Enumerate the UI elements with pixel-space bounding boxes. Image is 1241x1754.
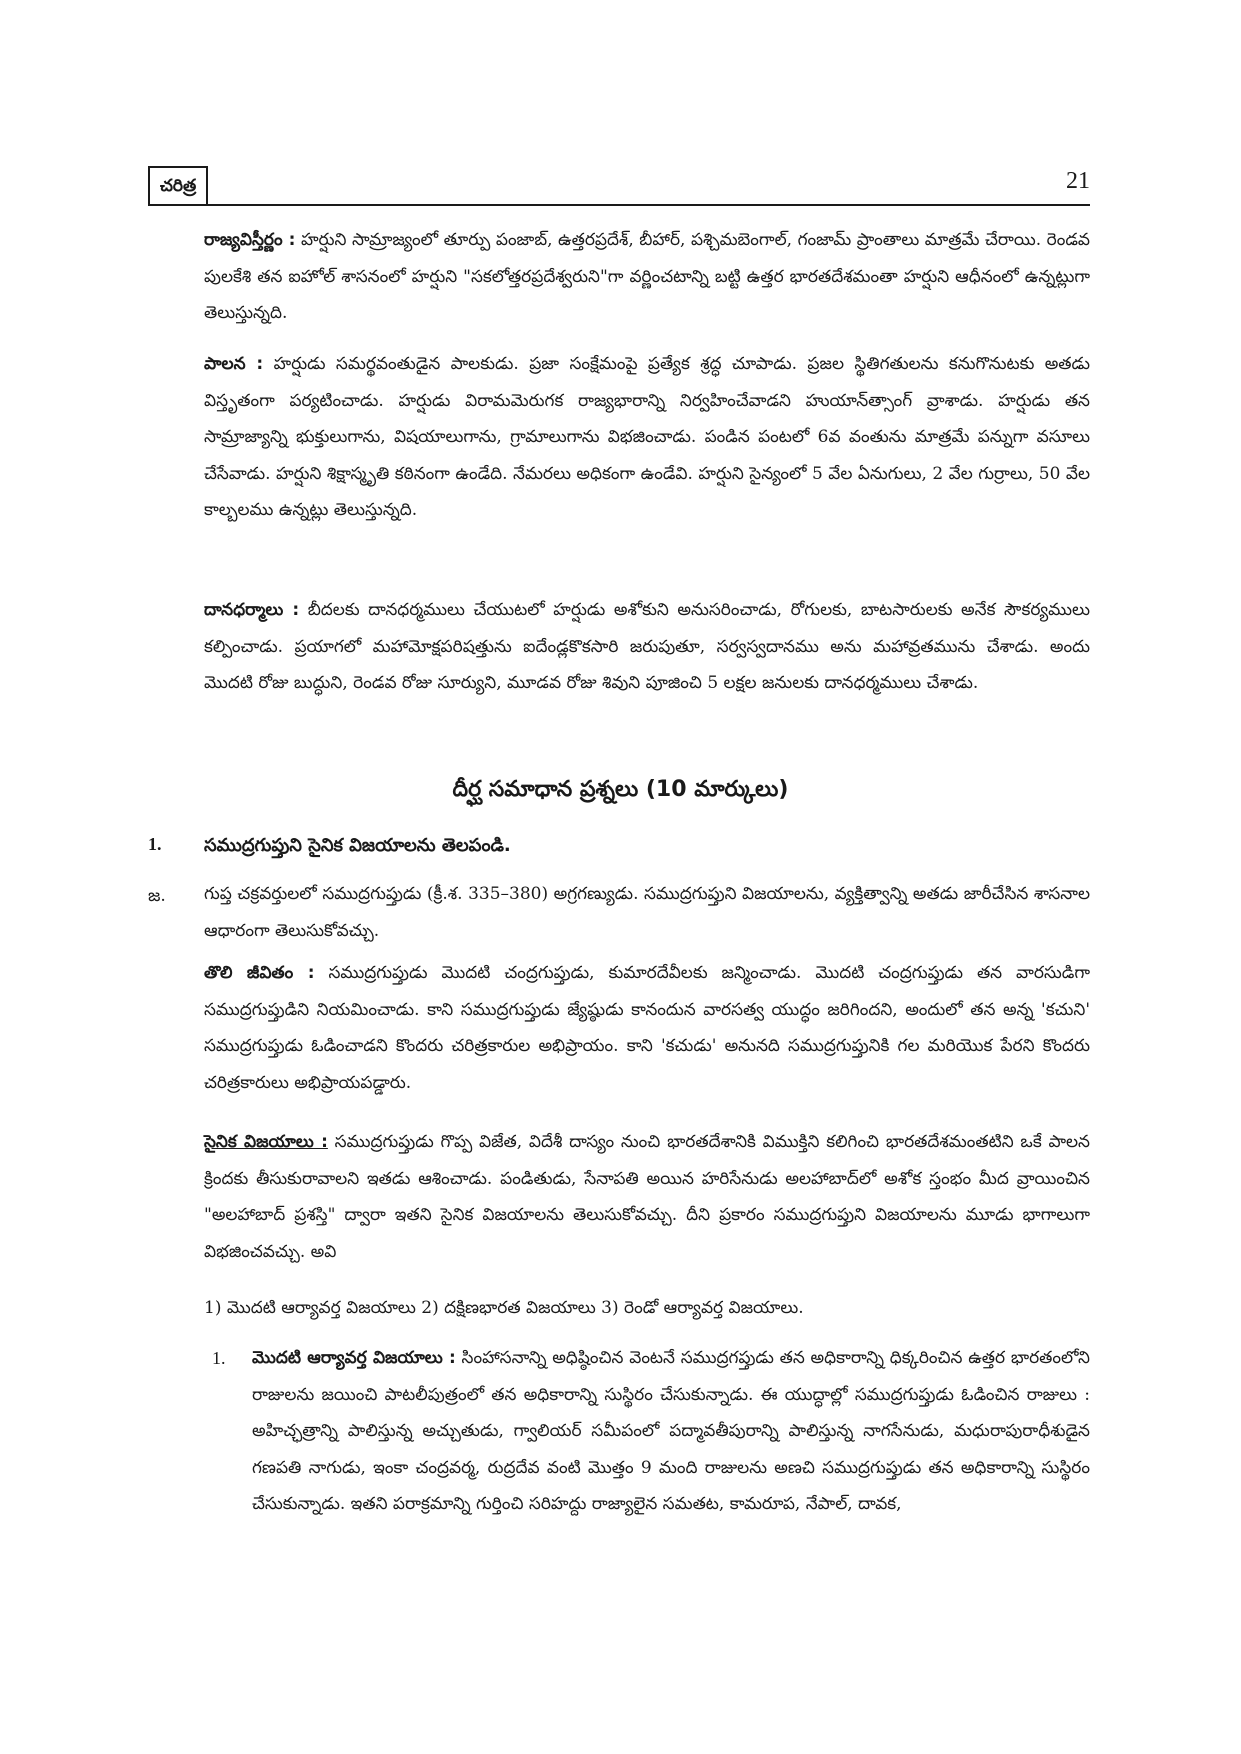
- text-administration: హర్షుడు సమర్థవంతుడైన పాలకుడు. ప్రజా సంక్షేమంపై ప్రత్యేక శ్రద్ధ చూపాడు. ప్రజల స్థితిగతులను కనుగొనుటకు అతడు విస్తృతంగా పర్యటించాడు. హర్షుడు విరామమెరుగక రాజ్యభారాన్ని నిర్వహించేవాడని హుయాన్‌త్సాంగ్ వ్రాశాడు. హర్షుడు తన సామ్రాజ్యాన్ని భుక్తులుగాను, విషయాలుగాను, గ్రామాలుగాను విభజించాడు. పండిన పంటలో 6వ వంతును మాత్రమే పన్నుగా వసూలు చేసేవాడు. హర్షుని శిక్షాస్మృతి కఠినంగా ఉండేది. నేమరలు అధికంగా ఉండేవి. హర్షుని సైన్యంలో 5 వేల ఏనుగులు, 2 వేల గుర్రాలు, 50 వేల కాల్బలము ఉన్నట్లు తెలుస్తున్నది.: [204, 354, 1090, 520]
- sub-item-number: 1.: [212, 1348, 226, 1368]
- paragraph-charity: [204, 592, 1090, 702]
- heading-charity: దానధర్మాలు :: [204, 600, 300, 620]
- answer-label: జ.: [148, 886, 166, 906]
- question-text: సముద్రగుప్తుని సైనిక విజయాలను తెలపండి.: [204, 835, 511, 856]
- page-number: 21: [1066, 168, 1090, 194]
- paragraph-military: [204, 1124, 1090, 1270]
- heading-early-life: తొలి జీవితం :: [204, 963, 315, 983]
- text-kingdom-extent: హర్షుని సామ్రాజ్యంలో తూర్పు పంజాబ్, ఉత్తరప్రదేశ్, బీహార్, పశ్చిమబెంగాల్, గంజామ్ ప్రాంతాలు మాత్రమే చేరాయి. రెండవ పులకేశి తన ఐహోల్ శాసనంలో హర్షుని "సకలోత్తరప్రదేశ్వరుని"గా వర్ణించటాన్ని బట్టి ఉత్తర భారతదేశమంతా హర్షుని ఆధీనంలో ఉన్నట్లుగా తెలుస్తున్నది.: [204, 230, 1091, 323]
- subject-label: చరిత్ర: [148, 166, 208, 204]
- question-number: 1.: [148, 834, 162, 854]
- text-early-life: సముద్రగుప్తుడు మొదటి చంద్రగుప్తుడు, కుమారదేవీలకు జన్మించాడు. మొదటి చంద్రగుప్తుడు తన వారసుడిగా సముద్రగుప్తుడిని నియమించాడు. కాని సముద్రగుప్తుడు జ్యేష్ఠుడు కానందున వారసత్వ యుద్ధం జరిగిందని, అందులో తన అన్న 'కచుని' సముద్రగుప్తుడు ఓడించాడని కొందరు చరిత్రకారుల అభిప్రాయం. కాని 'కచుడు' అనునది సముద్రగుప్తునికి గల మరియొక పేరని కొందరు చరిత్రకారులు అభిప్రాయపడ్డారు.: [204, 963, 1090, 1093]
- list-line: 1) మొదటి ఆర్యావర్త విజయాలు 2) దక్షిణభారత విజయాలు 3) రెండో ఆర్యావర్త విజయాలు.: [204, 1298, 804, 1318]
- answer-intro: గుప్త చక్రవర్తులలో సముద్రగుప్తుడు (క్రీ.శ. 335–380) అగ్రగణ్యుడు. సముద్రగుప్తుని విజయాలను, వ్యక్తిత్వాన్ని అతడు జారీచేసిన శాసనాల ఆధారంగా తెలుసుకోవచ్చు.: [204, 884, 1090, 941]
- heading-military: సైనిక విజయాలు :: [204, 1132, 328, 1152]
- heading-first-aryavarta: మొదటి ఆర్యావర్త విజయాలు :: [252, 1348, 456, 1368]
- text-first-aryavarta: సింహాసనాన్ని అధిష్ఠించిన వెంటనే సముద్రగప్తుడు తన అధికారాన్ని ధిక్కరించిన ఉత్తర భారతంలోని రాజులను జయించి పాటలీపుత్రంలో తన అధికారాన్ని సుస్థిరం చేసుకున్నాడు. ఈ యుద్ధాల్లో సముద్రగుప్తుడు ఓడించిన రాజులు : అహిచ్ఛత్రాన్ని పాలిస్తున్న అచ్చుతుడు, గ్వాలియర్ సమీపంలో పద్మావతీపురాన్ని పాలిస్తున్న నాగసేనుడు, మధురాపురాధీశుడైన గణపతి నాగుడు, ఇంకా చంద్రవర్మ, రుద్రదేవ వంటి మొత్తం 9 మంది రాజులను అణచి సముద్రగుప్తుడు తన అధికారాన్ని సుస్థిరం చేసుకున్నాడు. ఇతని పరాక్రమాన్ని గుర్తించి సరిహద్దు రాజ్యాలైన సమతట, కామరూప, నేపాల్, దావక,: [252, 1348, 1090, 1514]
- heading-kingdom-extent: రాజ్యవిస్తీర్ణం :: [204, 230, 296, 250]
- paragraph-kingdom-extent: [204, 222, 1090, 332]
- page-header: [148, 166, 1090, 206]
- paragraph-administration: [204, 346, 1090, 529]
- heading-administration: పాలన :: [204, 354, 264, 374]
- paragraph-early-life: [204, 955, 1090, 1101]
- paragraph-first-aryavarta: [252, 1340, 1090, 1523]
- section-title: దీర్ఘ సమాధాన ప్రశ్నలు (10 మార్కులు): [452, 777, 789, 802]
- text-military: సముద్రగుప్తుడు గొప్ప విజేత, విదేశీ దాస్యం నుంచి భారతదేశానికి విముక్తిని కలిగించి భారతదేశమంతటిని ఒకే పాలన క్రిందకు తీసుకురావాలని ఇతడు ఆశించాడు. పండితుడు, సేనాపతి అయిన హరిసేనుడు అలహాబాద్‌లో అశోక స్తంభం మీద వ్రాయించిన "అలహాబాద్ ప్రశస్తి" ద్వారా ఇతని సైనిక విజయాలను తెలుసుకోవచ్చు. దీని ప్రకారం సముద్రగుప్తుని విజయాలను మూడు భాగాలుగా విభజించవచ్చు. అవి: [204, 1132, 1090, 1262]
- text-charity: బీదలకు దానధర్మములు చేయుటలో హర్షుడు అశోకుని అనుసరించాడు, రోగులకు, బాటసారులకు అనేక సౌకర్యములు కల్పించాడు. ప్రయాగలో మహామోక్షపరిషత్తును ఐదేండ్లకొకసారి జరుపుతూ, సర్వస్వదానము అను మహావ్రతమును చేశాడు. అందు మొదటి రోజు బుద్ధుని, రెండవ రోజు సూర్యుని, మూడవ రోజు శివుని పూజించి 5 లక్షల జనులకు దానధర్మములు చేశాడు.: [204, 600, 1090, 693]
